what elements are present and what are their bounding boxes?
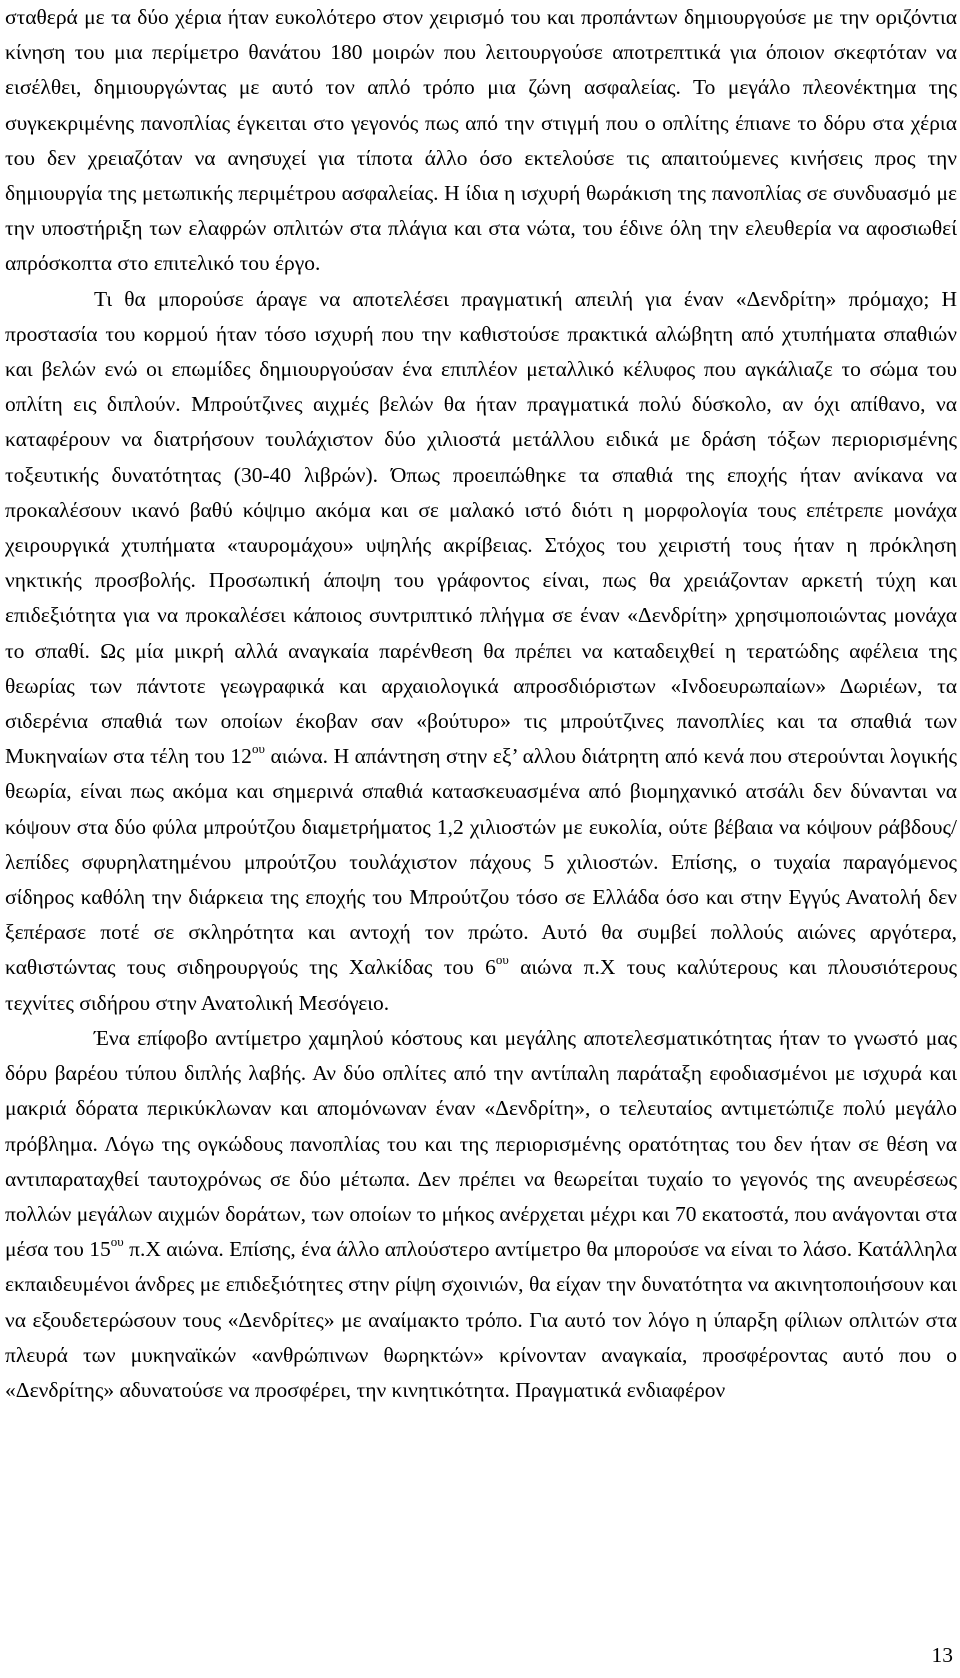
paragraph — [5, 1021, 957, 1408]
text-run: Τι θα μπορούσε άραγε να αποτελέσει πραγματική απειλή για έναν «Δενδρίτη» πρόμαχο; Η προστασία του κορμού ήταν τόσο ισχυρή που την καθιστούσε πρακτικά αλώβητη από χτυπήματα σπαθιών και βελών ενώ οι επωμίδες δημιουργούσαν ένα επιπλέον μεταλλικό κέλυφος που αγκάλιαζε το σώμα του οπλίτη εις διπλούν. Μπρούτζινες αιχμές βελών θα ήταν πραγματικά πολύ δύσκολο, αν όχι απίθανο, να καταφέρουν να διατρήσουν τουλάχιστον δύο χιλιοστά μετάλλου ειδικά με δράση τόξων περιορισμένης τοξευτικής δυνατότητας (30-40 λιβρών). Όπως προειπώθηκε τα σπαθιά της εποχής ήταν ανίκανα να προκαλέσουν ικανό βαθύ κόψιμο ακόμα και σε μαλακό ιστό διότι η μορφολογία τους επέτρεπε μονάχα χειρουργικά χτυπήματα «ταυρομάχου» υψηλής ακρίβειας. Στόχος του χειριστή τους ήταν η πρόκληση νηκτικής προσβολής. Προσωπική άποψη του γράφοντος είναι, πως θα χρειάζονταν αρκετή τύχη και επιδεξιότητα για να προκαλέσει κάποιος συντριπτικό πλήγμα σε έναν «Δενδρίτη» χρησιμοποιώντας μονάχα το σπαθί. Ως μία μικρή αλλά αναγκαία παρένθεση θα πρέπει να καταδειχθεί η τερατώδης αφέλεια της θεωρίας των πάντοτε γεωγραφικά και αρχαιολογικά απροσδιόριστων «Ινδοευρωπαίων» Δωριέων, τα σιδερένια σπαθιά των οποίων έκοβαν σαν «βούτυρο» τις μπρούτζινες πανοπλίες και τα σπαθιά των Μυκηναίων στα τέλη του 12 — [5, 286, 957, 769]
text-run: Ένα επίφοβο αντίμετρο χαμηλού κόστους και μεγάλης αποτελεσματικότητας ήταν το γνωστό μας δόρυ βαρέου τύπου διπλής λαβής. Αν δύο οπλίτες από την αντίπαλη παράταξη εφοδιασμένοι με ισχυρά και μακριά δόρατα περικύκλωναν και απομόνωναν έναν «Δενδρίτη», ο τελευταίος αντιμετώπιζε πολύ μεγάλο πρόβλημα. Λόγω της ογκώδους πανοπλίας του και της περιορισμένης ορατότητας του δεν ήταν σε θέση να αντιπαραταχθεί ταυτοχρόνως σε δύο μέτωπα. Δεν πρέπει να θεωρείται τυχαίο το γεγονός της ανευρέσεως πολλών μεγάλων αιχμών δοράτων, των οποίων το μήκος ανέρχεται μέχρι και 70 εκατοστά, που ανάγονται στα μέσα του 15 — [5, 1025, 957, 1262]
superscript-ordinal: ου — [110, 1233, 124, 1249]
page-number: 13 — [931, 1643, 953, 1667]
text-run: π.Χ αιώνα. Επίσης, ένα άλλο απλούστερο αντίμετρο θα μπορούσε να είναι το λάσο. Κατάλληλα εκπαιδευμένοι άνδρες με επιδεξιότητες στην ρίψη σχοινιών, θα είχαν την δυνατότητα να ακινητοποιήσουν και να εξουδετερώσουν τους «Δενδρίτες» με αναίμακτο τρόπο. Για αυτό τον λόγο η ύπαρξη φίλιων οπλιτών στα πλευρά των μυκηναϊκών «ανθρώπινων θωρηκτών» κρίνονταν αναγκαία, προσφέροντας αυτό που ο «Δενδρίτης» αδυνατούσε να προσφέρει, την κινητικότητα. Πραγματικά ενδιαφέρον — [5, 1237, 957, 1402]
text-run: αιώνα. Η απάντηση στην εξ’ αλλου διάτρητη από κενά που στερούνται λογικής θεωρία, είναι πως ακόμα και σημερινά σπαθιά κατασκευασμένα από βιομηχανικό ατσάλι δεν δύνανται να κόψουν στα δύο φύλα μπρούτζου διαμετρήματος 1,2 χιλιοστών με ευκολία, ούτε βέβαια να κόψουν ράβδους/λεπίδες σφυρηλατημένου μπρούτζου τουλάχιστον πάχους 5 χιλιοστών. Επίσης, ο τυχαία παραγόμενος σίδηρος καθόλη την διάρκεια της εποχής του Μπρούτζου τόσο σε Ελλάδα όσο και στην Εγγύς Ανατολή δεν ξεπέρασε ποτέ σε σκληρότητα και αντοχή τον πρώτο. Αυτό θα συμβεί πολλούς αιώνες αργότερα, καθιστώντας τους σιδηρουργούς της Χαλκίδας του 6 — [5, 744, 957, 980]
superscript-ordinal: ου — [495, 952, 509, 968]
body-text — [5, 0, 957, 1408]
paragraph — [5, 282, 957, 1021]
text-run: αιώνα π.Χ τους καλύτερους και πλουσιότερους τεχνίτες σιδήρου στην Ανατολική Μεσόγειο. — [5, 955, 957, 1015]
text-run: σταθερά με τα δύο χέρια ήταν ευκολότερο στον χειρισμό του και προπάντων δημιουργούσε με την οριζόντια κίνηση του μια περίμετρο θανάτου 180 μοιρών που λειτουργούσε αποτρεπτικά για όποιον σκεφτόταν να εισέλθει, δημιουργώντας με αυτό τον απλό τρόπο μια ζώνη ασφαλείας. Το μεγάλο πλεονέκτημα της συγκεκριμένης πανοπλίας έγκειται στο γεγονός πως από την στιγμή που ο οπλίτης έπιανε το δόρυ στα χέρια του δεν χρειαζόταν να ανησυχεί για τίποτα άλλο όσο εκτελούσε τις απαιτούμενες κινήσεις προς την δημιουργία της μετωπικής περιμέτρου ασφαλείας. Η ίδια η ισχυρή θωράκιση της πανοπλίας σε συνδυασμό με την υποστήριξη των ελαφρών οπλιτών στα πλάγια και στα νώτα, του έδινε όλη την ελευθερία να αφοσιωθεί απρόσκοπτα στο επιτελικό του έργο. — [5, 5, 957, 276]
paragraph — [5, 0, 957, 282]
superscript-ordinal: ου — [251, 741, 265, 757]
